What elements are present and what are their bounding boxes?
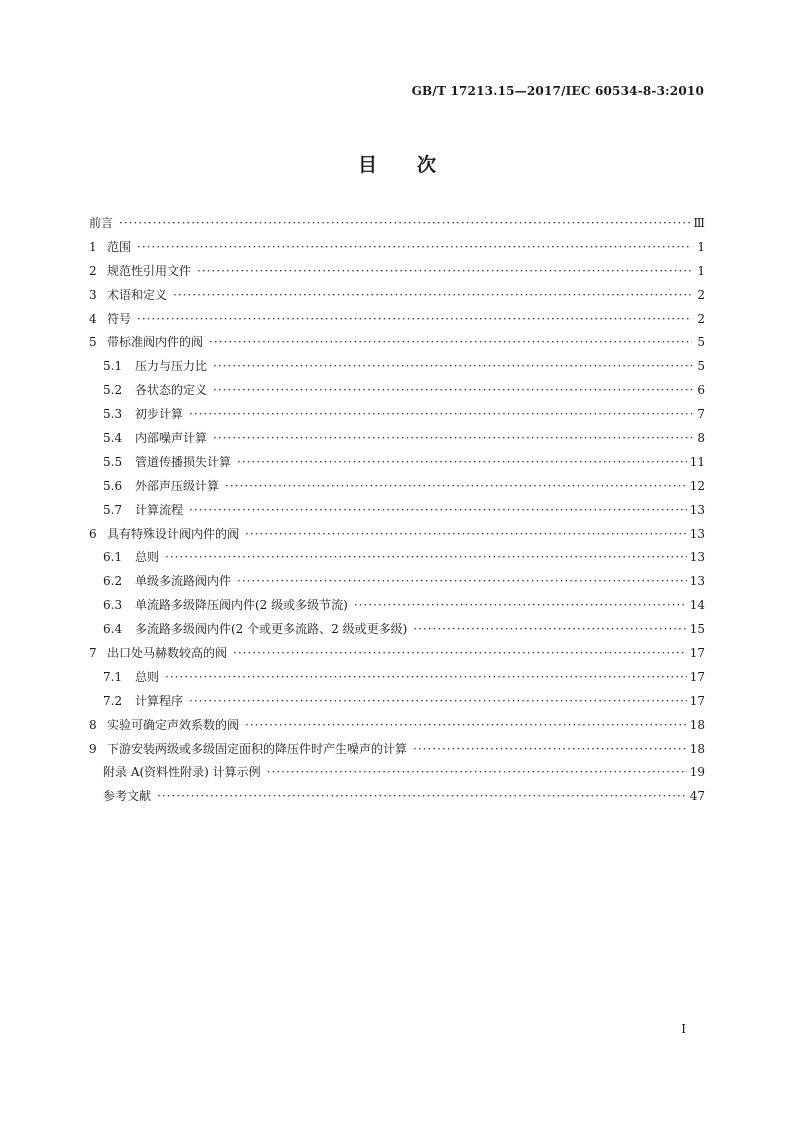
toc-entry-label: 压力与压力比 [135, 359, 208, 374]
toc-entry-page-number: 8 [697, 431, 705, 446]
toc-entry[interactable] [89, 596, 705, 620]
toc-entry[interactable] [89, 477, 705, 501]
toc-entry-number: 3 [89, 287, 97, 302]
toc-leader-dots [165, 670, 687, 684]
toc-leader-dots [189, 503, 687, 517]
toc-entry-number: 7.1 [103, 669, 123, 684]
toc-entry-label: 外部声压级计算 [135, 478, 220, 493]
toc-entry-label: 管道传播损失计算 [135, 454, 232, 469]
toc-leader-dots [225, 479, 687, 493]
toc-entry-page-number: 11 [689, 454, 705, 469]
toc-entry-number: 5.1 [103, 359, 123, 374]
toc-entry-page-number: 13 [689, 574, 705, 589]
toc-entry-label: 规范性引用文件 [107, 263, 192, 278]
toc-entry-page-number: 6 [697, 383, 705, 398]
toc-entry-page-number: 12 [689, 478, 705, 493]
toc-leader-dots [413, 622, 686, 636]
toc-entry[interactable] [89, 644, 705, 668]
toc-entry-label: 具有特殊设计阀内件的阀 [107, 526, 240, 541]
toc-entry-page-number: 1 [697, 263, 705, 278]
toc-entry[interactable] [89, 548, 705, 572]
toc-entry[interactable] [89, 763, 705, 787]
toc-entry[interactable] [89, 453, 705, 477]
toc-entry-number: 9 [89, 741, 97, 756]
toc-entry-page-number: 5 [697, 335, 705, 350]
toc-entry-page-number: 1 [697, 239, 705, 254]
toc-entry-page-number: 47 [689, 789, 705, 804]
page-title: 目次 [357, 154, 476, 176]
toc-leader-dots [237, 574, 687, 588]
toc-entry-label: 内部噪声计算 [135, 431, 208, 446]
toc-leader-dots [413, 742, 687, 756]
toc-entry[interactable] [89, 716, 705, 740]
toc-entry-page-number: 13 [689, 502, 705, 517]
toc-entry-page-number: 19 [689, 765, 705, 780]
toc-entry-page-number: 18 [689, 717, 705, 732]
toc-entry-number: 6.1 [103, 550, 123, 565]
toc-leader-dots [173, 288, 692, 302]
toc-entry-page-number: 5 [697, 359, 705, 374]
toc-entry[interactable] [89, 286, 705, 310]
toc-entry-number: 5.4 [103, 431, 123, 446]
toc-entry-label: 下游安装两级或多级固定面积的降压件时产生噪声的计算 [107, 741, 408, 756]
toc-entry-number: 6.4 [103, 622, 123, 637]
toc-entry-page-number: 17 [689, 669, 705, 684]
toc-entry[interactable] [89, 787, 705, 811]
toc-entry-number: 5 [89, 335, 97, 350]
toc-leader-dots [245, 718, 687, 732]
toc-entry-number: 2 [89, 263, 97, 278]
toc-entry[interactable] [89, 310, 705, 334]
toc-entry-label: 前言 [89, 216, 114, 230]
toc-entry-page-number: 18 [689, 741, 705, 756]
toc-entry-number: 6 [89, 526, 97, 541]
toc-leader-dots [209, 335, 692, 349]
toc-leader-dots [189, 694, 687, 708]
toc-leader-dots [245, 527, 687, 541]
toc-entry[interactable] [89, 740, 705, 764]
toc-entry[interactable] [89, 333, 705, 357]
toc-leader-dots [137, 312, 692, 326]
toc-entry[interactable] [89, 501, 705, 525]
toc-entry-page-number: 13 [689, 550, 705, 565]
toc-entry-label: 总则 [135, 669, 160, 684]
toc-entry-page-number: 2 [697, 287, 705, 302]
toc-entry-number: 7 [89, 646, 97, 661]
toc-entry[interactable] [89, 214, 705, 238]
toc-entry-label: 带标准阀内件的阀 [107, 335, 204, 350]
toc-entry-number: 5.5 [103, 454, 123, 469]
toc-entry-label: 范围 [107, 239, 132, 254]
toc-entry-number: 5.7 [103, 502, 123, 517]
toc-entry[interactable] [89, 262, 705, 286]
toc-entry-label: 各状态的定义 [135, 383, 208, 398]
toc-leader-dots [237, 455, 687, 469]
toc-entry-number: 7.2 [103, 693, 123, 708]
toc-entry-number: 8 [89, 717, 97, 732]
toc-leader-dots [197, 264, 692, 278]
toc-leader-dots [137, 240, 692, 254]
toc-leader-dots [213, 359, 692, 373]
toc-entry-label: 术语和定义 [107, 287, 168, 302]
toc-leader-dots [213, 383, 692, 397]
toc-entry-page-number: 7 [697, 407, 705, 422]
toc-leader-dots [157, 789, 687, 803]
toc-entry-page-number: 14 [689, 598, 705, 613]
toc-entry-label: 单级多流路阀内件 [135, 574, 232, 589]
toc-leader-dots [267, 765, 687, 779]
toc-entry-label: 初步计算 [135, 407, 184, 422]
toc-entry-number: 5.6 [103, 478, 123, 493]
toc-entry-number: 6.2 [103, 574, 123, 589]
toc-entry-label: 出口处马赫数较高的阀 [107, 646, 228, 661]
toc-entry[interactable] [89, 381, 705, 405]
toc-entry-label: 单流路多级降压阀内件(2 级或多级节流) [135, 598, 348, 613]
table-of-contents [89, 214, 705, 811]
toc-leader-dots [354, 598, 687, 612]
footer-page-number: I [681, 1022, 686, 1036]
toc-leader-dots [233, 646, 687, 660]
toc-entry[interactable] [89, 357, 705, 381]
toc-entry-page-number: 2 [697, 311, 705, 326]
toc-entry-number: 6.3 [103, 598, 123, 613]
toc-leader-dots [213, 431, 692, 445]
toc-entry-label: 附录 A(资料性附录) 计算示例 [103, 765, 261, 780]
toc-entry[interactable] [89, 572, 705, 596]
toc-entry-number: 5.3 [103, 407, 123, 422]
toc-entry-page-number: 17 [689, 693, 705, 708]
toc-entry[interactable] [89, 238, 705, 262]
toc-entry-label: 符号 [107, 311, 132, 326]
toc-leader-dots [189, 407, 692, 421]
toc-entry-label: 计算流程 [135, 502, 184, 517]
toc-entry-label: 总则 [135, 550, 160, 565]
toc-leader-dots [165, 550, 687, 564]
toc-entry[interactable] [89, 692, 705, 716]
toc-entry-page-number: 15 [689, 622, 705, 637]
toc-leader-dots [119, 216, 690, 230]
toc-entry-page-number: Ⅲ [693, 216, 705, 230]
toc-entry[interactable] [89, 429, 705, 453]
toc-entry[interactable] [89, 525, 705, 549]
toc-entry-number: 1 [89, 239, 97, 254]
toc-entry-number: 4 [89, 311, 97, 326]
toc-entry-label: 参考文献 [103, 789, 152, 804]
toc-entry-page-number: 17 [689, 646, 705, 661]
toc-entry[interactable] [89, 620, 705, 644]
toc-entry-label: 多流路多级阀内件(2 个或更多流路、2 级或更多级) [135, 622, 408, 637]
standard-number-header: GB/T 17213.15—2017/IEC 60534-8-3:2010 [411, 84, 704, 98]
toc-entry[interactable] [89, 405, 705, 429]
toc-entry-page-number: 13 [689, 526, 705, 541]
toc-entry[interactable] [89, 668, 705, 692]
toc-entry-label: 实验可确定声效系数的阀 [107, 717, 240, 732]
toc-entry-label: 计算程序 [135, 693, 184, 708]
toc-entry-number: 5.2 [103, 383, 123, 398]
